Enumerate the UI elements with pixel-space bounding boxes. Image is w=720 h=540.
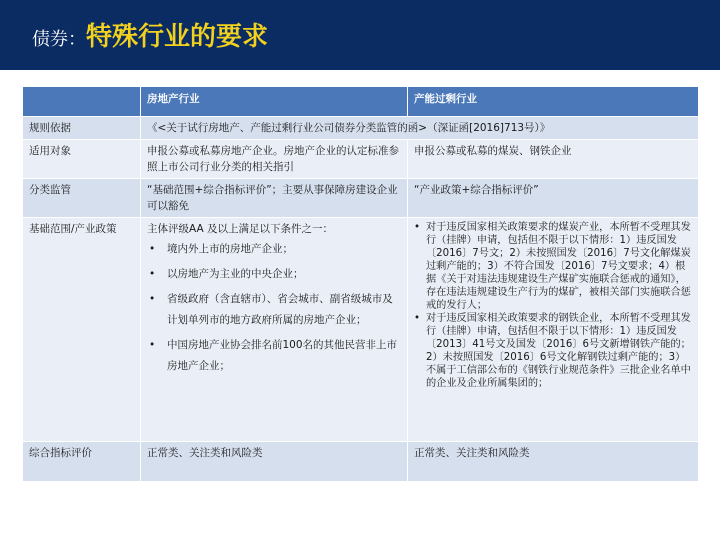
row-label: 综合指标评价 [23,442,141,482]
list-item: • 对于违反国家相关政策要求的煤炭产业，本所暂不受理其发行（挂牌）申请，包括但不限于以下情形：1）违反国发〔2016〕7号文；2）未按照国发〔2016〕7号文化解煤炭过剩产能的；3）不符合国发〔2016〕7号文要求；4）根据《关于对违法违规建设生产煤矿实施联合惩戒的通知》，存在违法违规建设生产行为的煤矿，被相关部门实施联合惩戒的发行人； [414,221,692,312]
real-estate-cell [141,218,408,442]
table-header-row [23,87,699,117]
row-label: 规则依据 [23,117,141,140]
real-estate-cell: “基础范围+综合指标评价”；主要从事保障房建设企业可以豁免 [141,179,408,218]
slide-title [32,20,268,57]
real-estate-list [147,239,401,377]
real-estate-cell: 正常类、关注类和风险类 [141,442,408,482]
table-row [23,218,699,442]
overcapacity-list [414,221,692,390]
row-label: 分类监管 [23,179,141,218]
table-row [23,179,699,218]
list-item: • 以房地产为主业的中央企业； [147,264,401,285]
real-estate-cell: 申报公募或私募房地产企业。房地产企业的认定标准参照上市公司行业分类的相关指引 [141,140,408,179]
row-label: 基础范围/产业政策 [23,218,141,442]
title-main: 特殊行业的要求 [86,22,269,52]
row-label: 适用对象 [23,140,141,179]
table-row [23,140,699,179]
table-row [23,442,699,482]
header-overcapacity: 产能过剩行业 [408,87,699,117]
title-bar [0,0,720,70]
list-item: • 境内外上市的房地产企业； [147,239,401,260]
header-empty [23,87,141,117]
list-item: • 对于违反国家相关政策要求的钢铁企业，本所暂不受理其发行（挂牌）申请，包括但不限于以下情形：1）违反国发〔2013〕41号文及国发〔2016〕6号文新增钢铁产能的；2）未按照国发〔2016〕6号文化解钢铁过剩产能的；3）不属于工信部公布的《钢铁行业规范条件》三批企业名单中的企业及企业所属集团的； [414,312,692,390]
overcapacity-cell: 正常类、关注类和风险类 [408,442,699,482]
rule-basis-cell: 《<关于试行房地产、产能过剩行业公司债券分类监管的函>（深证函[2016]713号）》 [141,117,699,140]
list-item: • 省级政府（含直辖市）、省会城市、副省级城市及计划单列市的地方政府所属的房地产企业； [147,289,401,331]
title-prefix: 债券： [32,29,86,50]
real-estate-intro: 主体评级AA 及以上满足以下条件之一： [147,223,333,235]
header-real-estate: 房地产行业 [141,87,408,117]
overcapacity-cell [408,218,699,442]
list-item: • 中国房地产业协会排名前100名的其他民营非上市房地产企业； [147,335,401,377]
overcapacity-cell: 申报公募或私募的煤炭、钢铁企业 [408,140,699,179]
requirements-table [22,86,699,482]
table-row [23,117,699,140]
overcapacity-cell: “产业政策+综合指标评价” [408,179,699,218]
